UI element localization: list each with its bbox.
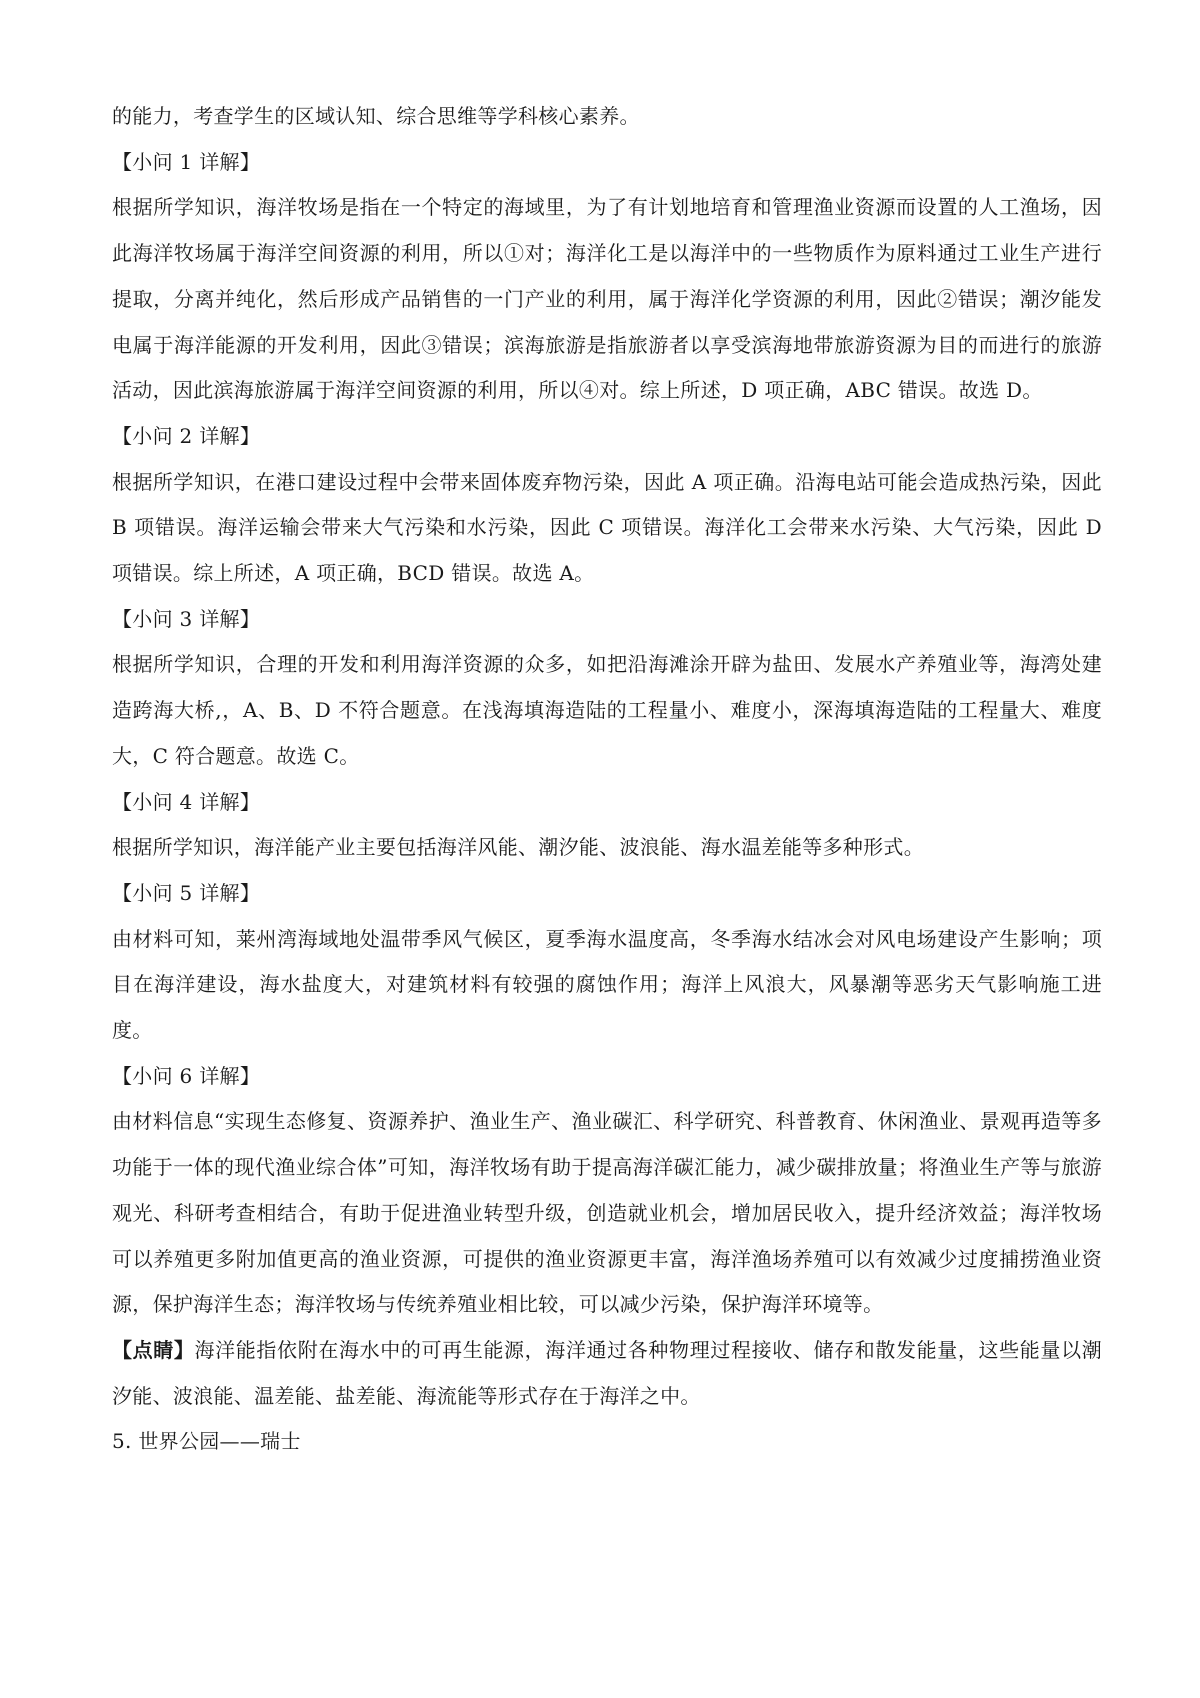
subquestion-6-heading: 【小问 6 详解】 [112,1063,261,1088]
subquestion-5-heading: 【小问 5 详解】 [112,880,261,905]
subquestion-4-explanation: 根据所学知识，海洋能产业主要包括海洋风能、潮汐能、波浪能、海水温差能等多种形式。 [112,835,924,860]
key-point-paragraph [112,1328,1102,1419]
subquestion-2-explanation: 根据所学知识，在港口建设过程中会带来固体废弃物污染，因此 A 项正确。沿海电站可能会造成热污染，因此 B 项错误。海洋运输会带来大气污染和水污染，因此 C 项错误。海洋化工会带来水污染、大气污染，因此 D 项错误。综上所述，A 项正确，BCD 错误。故选 A。 [112,469,1102,586]
subquestion-2-heading: 【小问 2 详解】 [112,423,261,448]
intro-paragraph: 的能力，考查学生的区域认知、综合思维等学科核心素养。 [112,104,640,128]
key-point-text: 海洋能指依附在海水中的可再生能源，海洋通过各种物理过程接收、储存和散发能量，这些能量以潮汐能、波浪能、温差能、盐差能、海流能等形式存在于海洋之中。 [112,1337,1102,1408]
subquestion-3-heading: 【小问 3 详解】 [112,606,261,631]
subquestion-3-explanation: 根据所学知识，合理的开发和利用海洋资源的众多，如把沿海滩涂开辟为盐田、发展水产养殖业等，海湾处建造跨海大桥,，A、B、D 不符合题意。在浅海填海造陆的工程量小、难度小，深海填海造陆的工程量大、难度大，C 符合题意。故选 C。 [112,652,1102,768]
next-question-title: 5. 世界公园——瑞士 [112,1429,301,1454]
subquestion-5-explanation: 由材料可知，莱州湾海域地处温带季风气候区，夏季海水温度高，冬季海水结冰会对风电场建设产生影响；项目在海洋建设，海水盐度大，对建筑材料有较强的腐蚀作用；海洋上风浪大，风暴潮等恶劣天气影响施工进度。 [112,926,1102,1043]
document-page [112,94,1102,1465]
subquestion-4-heading: 【小问 4 详解】 [112,789,261,814]
key-point-label: 【点睛】 [112,1337,195,1362]
subquestion-6-explanation: 由材料信息“实现生态修复、资源养护、渔业生产、渔业碳汇、科学研究、科普教育、休闲渔业、景观再造等多功能于一体的现代渔业综合体”可知，海洋牧场有助于提高海洋碳汇能力，减少碳排放量；将渔业生产等与旅游观光、科研考查相结合，有助于促进渔业转型升级，创造就业机会，增加居民收入，提升经济效益；海洋牧场可以养殖更多附加值更高的渔业资源，可提供的渔业资源更丰富，海洋渔场养殖可以有效减少过度捕捞渔业资源，保护海洋生态；海洋牧场与传统养殖业相比较，可以减少污染，保护海洋环境等。 [112,1109,1102,1317]
subquestion-1-explanation: 根据所学知识，海洋牧场是指在一个特定的海域里，为了有计划地培育和管理渔业资源而设置的人工渔场，因此海洋牧场属于海洋空间资源的利用，所以①对；海洋化工是以海洋中的一些物质作为原料通过工业生产进行提取，分离并纯化，然后形成产品销售的一门产业的利用，属于海洋化学资源的利用，因此②错误；潮汐能发电属于海洋能源的开发利用，因此③错误；滨海旅游是指旅游者以享受滨海地带旅游资源为目的而进行的旅游活动，因此滨海旅游属于海洋空间资源的利用，所以④对。综上所述，D 项正确，ABC 错误。故选 D。 [112,195,1102,403]
subquestion-1-heading: 【小问 1 详解】 [112,149,261,174]
